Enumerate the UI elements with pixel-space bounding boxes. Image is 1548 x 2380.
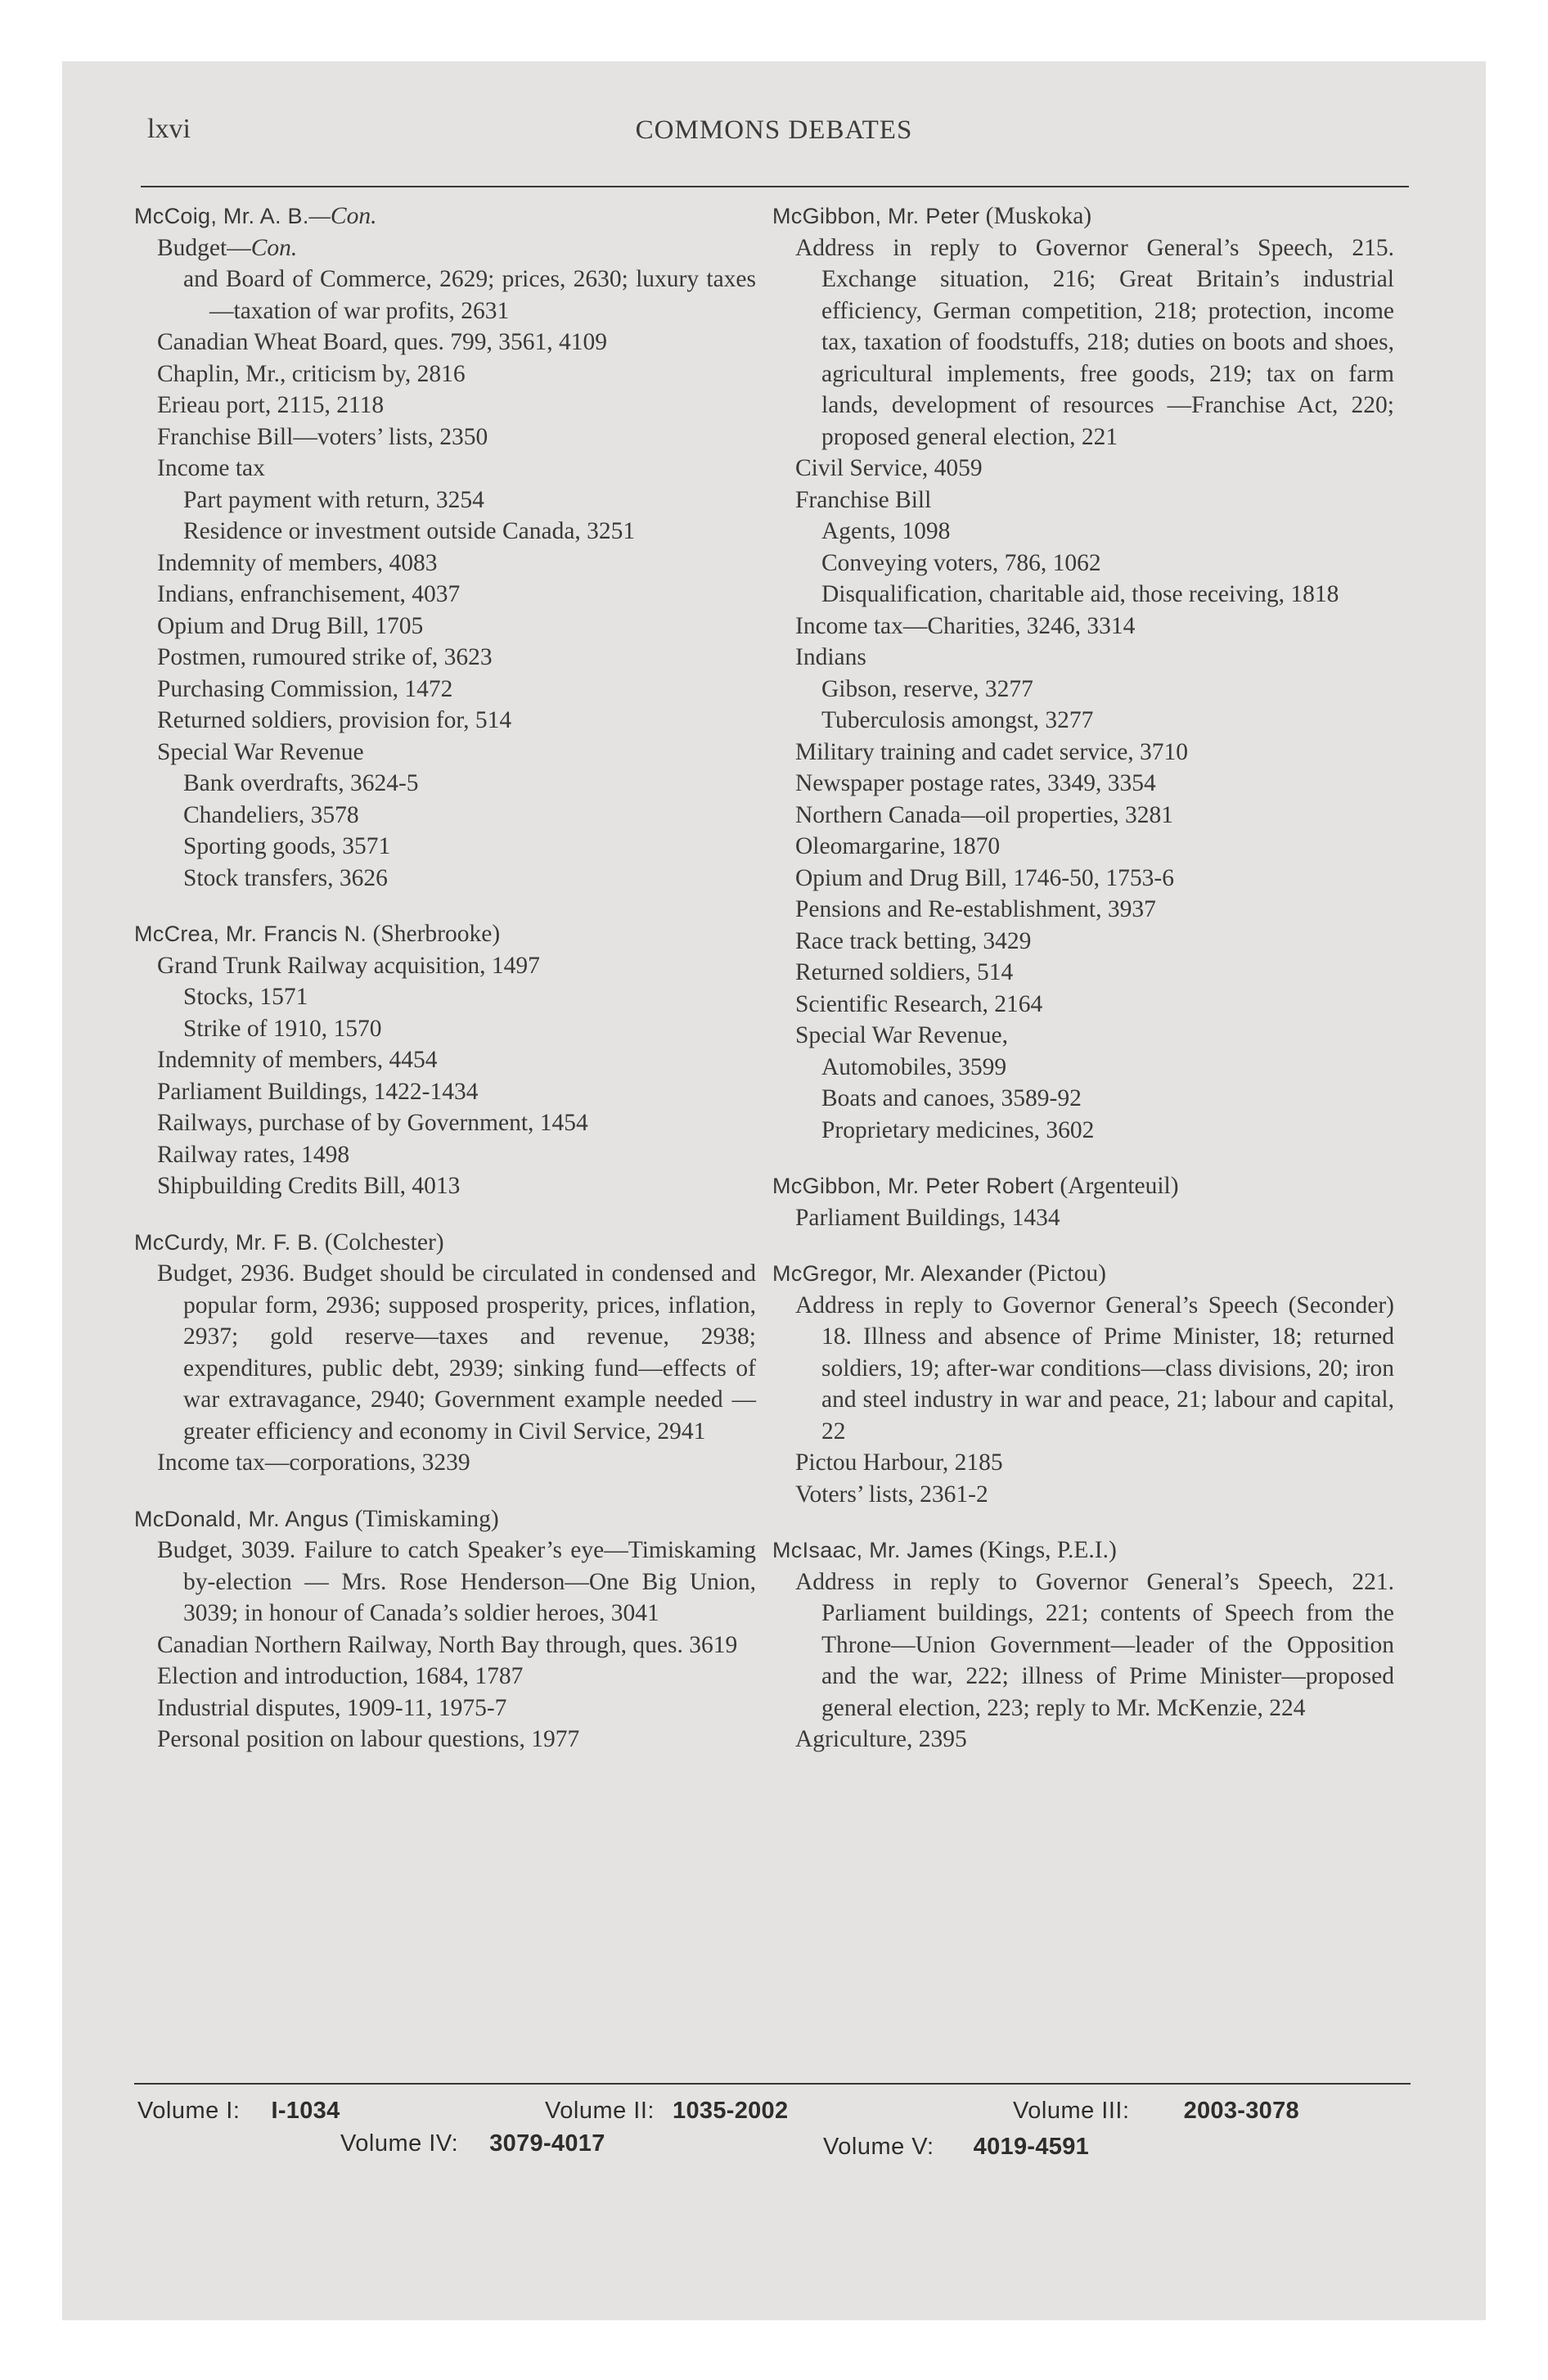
- subject-entry: Chaplin, Mr., criticism by, 2816: [157, 360, 466, 387]
- subject-entry: Railways, purchase of by Government, 1454: [157, 1110, 588, 1136]
- subtopic-entry: Chandeliers, 3578: [183, 801, 359, 828]
- entry-qualifier: (Argenteuil): [1053, 1173, 1179, 1199]
- subtopic-entry: Strike of 1910, 1570: [183, 1015, 382, 1042]
- index-entry: [772, 1258, 1394, 1510]
- subject-entry: Oleomargarine, 1870: [795, 833, 1001, 859]
- subject-entry: Postmen, rumoured strike of, 3623: [157, 644, 493, 670]
- volume-range: 2003-3078: [1183, 2098, 1299, 2124]
- subject-entry: Grand Trunk Railway acquisition, 1497: [157, 952, 540, 979]
- entry-heading: [772, 201, 1394, 232]
- subject-entry: Address in reply to Governor General’s Speech, 221. Parliament buildings, 221; contents of Speech from the Throne—Union Government—leader of the Opposition and the war, 222; illness of Prime Minister—proposed general election, 223; reply to Mr. McKenzie, 224: [795, 1568, 1394, 1721]
- subject-entry: Address in reply to Governor General’s Speech (Seconder) 18. Illness and absence of Prime Minister, 18; returned soldiers, 19; after-war conditions—class divisions, 20; iron and steel industry in war and peace, 21; labour and capital, 22: [795, 1291, 1394, 1445]
- entry-heading: [772, 1535, 1394, 1566]
- subject-entry: Income tax—Charities, 3246, 3314: [795, 612, 1136, 639]
- index-entry: [772, 1535, 1394, 1756]
- volume-range: 4019-4591: [973, 2134, 1090, 2160]
- subject-entry: Railway rates, 1498: [157, 1141, 350, 1168]
- entry-heading: [772, 1258, 1394, 1290]
- subject-entry: Newspaper postage rates, 3349, 3354: [795, 770, 1156, 796]
- subject-entry: Indians: [795, 644, 866, 670]
- subtopic-entry: Bank overdrafts, 3624-5: [183, 770, 419, 796]
- subject-entry: Election and introduction, 1684, 1787: [157, 1663, 524, 1689]
- subtopic-entry: Automobiles, 3599: [821, 1053, 1007, 1080]
- subject-entry: Purchasing Commission, 1472: [157, 675, 453, 702]
- subject-entry: Canadian Wheat Board, ques. 799, 3561, 4109: [157, 329, 608, 355]
- entry-qualifier: (Sherbrooke): [367, 921, 501, 947]
- subject-entry: Indians, enfranchisement, 4037: [157, 581, 461, 607]
- subject-entry: Parliament Buildings, 1434: [795, 1204, 1060, 1231]
- volume-1: [137, 2098, 340, 2125]
- subtopic-entry: Sporting goods, 3571: [183, 833, 391, 859]
- subtopic-entry: Stock transfers, 3626: [183, 864, 388, 891]
- volume-3: [1013, 2098, 1299, 2125]
- entry-qualifier: (Colchester): [318, 1228, 444, 1255]
- member-name: McDonald, Mr. Angus: [134, 1506, 349, 1531]
- subtopic-entry: Proprietary medicines, 3602: [821, 1116, 1095, 1143]
- member-name: McCoig, Mr. A. B.: [134, 204, 309, 228]
- subtopic-entry: Stocks, 1571: [183, 984, 308, 1010]
- subject-entry: Agriculture, 2395: [795, 1726, 967, 1752]
- volume-2: [545, 2098, 788, 2125]
- subject-entry: Indemnity of members, 4454: [157, 1047, 438, 1073]
- member-name: McGregor, Mr. Alexander: [772, 1261, 1023, 1286]
- subject-entry: Special War Revenue,: [795, 1022, 1009, 1048]
- subtopic-entry: Gibson, reserve, 3277: [821, 675, 1033, 702]
- page-folio: lxvi: [147, 114, 191, 144]
- volume-range: 1035-2002: [673, 2098, 789, 2124]
- subtopic-entry: Tuberculosis amongst, 3277: [821, 707, 1094, 733]
- subject-entry: Indemnity of members, 4083: [157, 549, 438, 576]
- subject-entry: Budget, 3039. Failure to catch Speaker’s eye—Timiskaming by-election — Mrs. Rose Henderson—One Big Union, 3039; in honour of Canada’s soldier heroes, 3041: [157, 1537, 756, 1626]
- index-entry: [134, 1503, 756, 1756]
- volume-label: Volume IV:: [340, 2130, 459, 2157]
- subject-entry: Income tax—corporations, 3239: [157, 1449, 470, 1476]
- subject-entry: Erieau port, 2115, 2118: [157, 392, 385, 418]
- entry-qualifier: —Con.: [308, 203, 377, 229]
- page-header: [62, 61, 1486, 176]
- subject-entry: Opium and Drug Bill, 1705: [157, 612, 424, 639]
- subject-entry: Income tax: [157, 455, 265, 481]
- index-entry: [134, 201, 756, 894]
- volume-5: [823, 2134, 1089, 2161]
- volume-range: I-1034: [271, 2098, 340, 2124]
- subtopic-entry: Agents, 1098: [821, 518, 951, 544]
- index-entry: [134, 1227, 756, 1479]
- member-name: McIsaac, Mr. James: [772, 1538, 974, 1562]
- entry-heading: [134, 918, 756, 950]
- volume-range: 3079-4017: [489, 2130, 605, 2157]
- member-name: McGibbon, Mr. Peter: [772, 204, 980, 228]
- subject-entry: Address in reply to Governor General’s Speech, 215. Exchange situation, 216; Great Britain’s industrial efficiency, German competition, 218; protection, income tax, taxation of foodstuffs, 218; duties on boots and shoes, agricultural implements, free goods, 219; tax on farm lands, development of resources —Franchise Act, 220; proposed general election, 221: [795, 234, 1394, 450]
- subtopic-entry: Conveying voters, 786, 1062: [821, 549, 1101, 576]
- subtopic-entry: Disqualification, charitable aid, those receiving, 1818: [821, 581, 1339, 607]
- subject-entry: Northern Canada—oil properties, 3281: [795, 801, 1174, 828]
- subject-entry: Returned soldiers, 514: [795, 959, 1014, 985]
- subtopic-entry: Part payment with return, 3254: [183, 486, 484, 513]
- subject-entry: Budget, 2936. Budget should be circulated in condensed and popular form, 2936; supposed prosperity, prices, inflation, 2937; gold reserve—taxes and revenue, 2938; expenditures, public debt, 2939; sinking fund—effects of war extravagance, 2940; Government example needed — greater efficiency and economy in Civil Service, 2941: [157, 1260, 756, 1445]
- subject-entry: Industrial disputes, 1909-11, 1975-7: [157, 1694, 507, 1721]
- subject-entry: Scientific Research, 2164: [795, 990, 1043, 1017]
- entry-heading: [772, 1170, 1394, 1202]
- subject-entry: Franchise Bill—voters’ lists, 2350: [157, 423, 488, 450]
- member-name: McCrea, Mr. Francis N.: [134, 922, 367, 946]
- index-entry: [772, 201, 1394, 1146]
- entry-heading: [134, 201, 756, 232]
- entry-heading: [134, 1227, 756, 1259]
- member-name: McCurdy, Mr. F. B.: [134, 1229, 319, 1255]
- volume-4: [340, 2130, 605, 2157]
- subject-entry: Budget—Con.: [157, 234, 298, 261]
- left-column: [134, 201, 756, 1780]
- subject-entry: Canadian Northern Railway, North Bay through, ques. 3619: [157, 1631, 738, 1658]
- subject-entry: Pensions and Re-establishment, 3937: [795, 896, 1156, 922]
- volume-label: Volume III:: [1013, 2098, 1130, 2124]
- subject-entry: Parliament Buildings, 1422-1434: [157, 1078, 479, 1105]
- right-column: [772, 201, 1394, 1780]
- subject-entry: Shipbuilding Credits Bill, 4013: [157, 1173, 461, 1199]
- subject-entry: Franchise Bill: [795, 486, 932, 513]
- entry-qualifier: (Kings, P.E.I.): [973, 1537, 1117, 1563]
- subject-entry: Military training and cadet service, 3710: [795, 738, 1189, 765]
- volume-label: Volume II:: [545, 2098, 655, 2124]
- subject-entry: Pictou Harbour, 2185: [795, 1449, 1003, 1476]
- subtopic-entry: and Board of Commerce, 2629; prices, 2630; luxury taxes—taxation of war profits, 2631: [183, 266, 756, 324]
- volume-label: Volume V:: [823, 2134, 934, 2160]
- footer-rule: [134, 2083, 1411, 2085]
- volume-label: Volume I:: [137, 2098, 241, 2124]
- page-sheet: [62, 61, 1486, 2320]
- entry-qualifier: (Timiskaming): [349, 1505, 499, 1532]
- subject-entry: Personal position on labour questions, 1977: [157, 1726, 580, 1752]
- subject-entry: Civil Service, 4059: [795, 455, 983, 481]
- subject-entry: Returned soldiers, provision for, 514: [157, 707, 512, 733]
- subject-entry: Opium and Drug Bill, 1746-50, 1753-6: [795, 864, 1174, 891]
- subtopic-entry: Boats and canoes, 3589-92: [821, 1085, 1082, 1111]
- subject-entry: Race track betting, 3429: [795, 927, 1032, 954]
- header-rule: [141, 186, 1409, 187]
- entry-qualifier: (Pictou): [1022, 1260, 1106, 1287]
- entry-qualifier: (Muskoka): [979, 203, 1092, 229]
- index-entry: [134, 918, 756, 1202]
- running-title: COMMONS DEBATES: [635, 115, 913, 145]
- subject-entry: Voters’ lists, 2361-2: [795, 1481, 988, 1508]
- entry-heading: [134, 1503, 756, 1535]
- subtopic-entry: Residence or investment outside Canada, 3251: [183, 518, 636, 544]
- subject-entry: Special War Revenue: [157, 738, 364, 765]
- member-name: McGibbon, Mr. Peter Robert: [772, 1174, 1054, 1198]
- index-entry: [772, 1170, 1394, 1233]
